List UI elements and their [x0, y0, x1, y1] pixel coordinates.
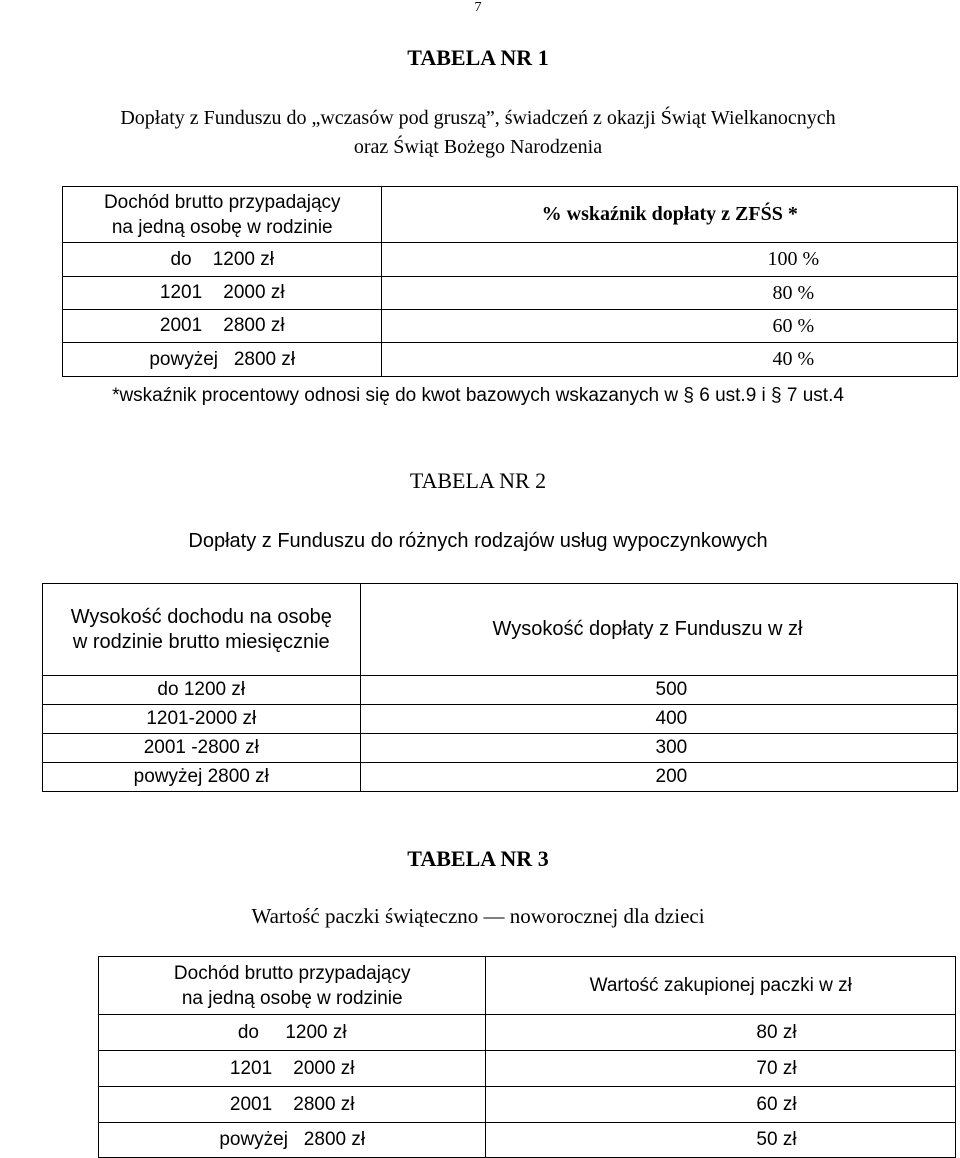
table-row [63, 310, 958, 343]
table-row [63, 277, 958, 310]
table1-income-cell: do 1200 zł [63, 243, 382, 277]
table2-header-row [43, 584, 958, 676]
table1-footnote: *wskaźnik procentowy odnosi się do kwot bazowych wskazanych w § 6 ust.9 i § 7 ust.4 [112, 385, 844, 406]
table3-subtitle: Wartość paczki świąteczno — noworocznej dla dzieci [251, 904, 705, 928]
table2-value-cell: 200 [360, 763, 957, 792]
table-row [99, 1123, 956, 1158]
table3-value-cell: 60 zł [486, 1087, 956, 1123]
table2-value-cell: 400 [360, 705, 957, 734]
table-row [43, 763, 958, 792]
table1-value-cell: 100 % [382, 243, 958, 277]
table1-header-row [63, 187, 958, 243]
table2 [42, 583, 958, 792]
table-row [63, 243, 958, 277]
table2-value-cell: 500 [360, 676, 957, 705]
table2-header-income [43, 584, 361, 676]
table2-header-income-line2: w rodzinie brutto miesięcznie [72, 630, 330, 653]
table-row [63, 343, 958, 377]
table3-value-cell: 80 zł [486, 1015, 956, 1051]
table-row [43, 734, 958, 763]
table2-income-cell: do 1200 zł [43, 676, 361, 705]
table2-subtitle: Dopłaty z Funduszu do różnych rodzajów usług wypoczynkowych [188, 530, 768, 552]
table1-subtitle-line2: oraz Świąt Bożego Narodzenia [353, 136, 603, 158]
table1-value-cell: 60 % [382, 310, 958, 343]
table1-header-percent: % wskaźnik dopłaty z ZFŚS * [382, 187, 958, 243]
table3-header-income [99, 957, 486, 1015]
table2-title: TABELA NR 2 [409, 468, 547, 493]
table1-header-income-line2: na jedną osobę w rodzinie [111, 216, 333, 238]
table2-value-cell: 300 [360, 734, 957, 763]
table1-value-cell: 40 % [382, 343, 958, 377]
table1-value-cell: 80 % [382, 277, 958, 310]
table1-income-cell: 1201 2000 zł [63, 277, 382, 310]
table3-income-cell: 1201 2000 zł [99, 1051, 486, 1087]
table3-title: TABELA NR 3 [407, 846, 549, 871]
table-row [43, 676, 958, 705]
table-row [99, 1051, 956, 1087]
table1-title: TABELA NR 1 [407, 45, 549, 70]
table3-income-cell: do 1200 zł [99, 1015, 486, 1051]
table3-value-cell: 70 zł [486, 1051, 956, 1087]
table3-income-cell: 2001 2800 zł [99, 1087, 486, 1123]
table3-header-row [99, 957, 956, 1015]
table-row [99, 1015, 956, 1051]
page-number: 7 [474, 0, 482, 15]
table3-value-cell: 50 zł [486, 1123, 956, 1158]
table1-header-income [63, 187, 382, 243]
table3-header-income-line2: na jedną osobę w rodzinie [181, 987, 403, 1009]
table1-income-cell: powyżej 2800 zł [63, 343, 382, 377]
table3-income-cell: powyżej 2800 zł [99, 1123, 486, 1158]
table3-header-value: Wartość zakupionej paczki w zł [486, 957, 956, 1015]
table2-income-cell: 2001 -2800 zł [43, 734, 361, 763]
table2-header-amount: Wysokość dopłaty z Funduszu w zł [360, 584, 957, 676]
table1-subtitle [0, 104, 956, 162]
table1-header-income-line1: Dochód brutto przypadający [103, 191, 341, 213]
table2-income-cell: 1201-2000 zł [43, 705, 361, 734]
table-row [43, 705, 958, 734]
table2-income-cell: powyżej 2800 zł [43, 763, 361, 792]
table-row [99, 1087, 956, 1123]
table2-header-income-line1: Wysokość dochodu na osobę [70, 605, 332, 628]
table3 [98, 956, 956, 1158]
table1 [62, 186, 958, 377]
table1-subtitle-line1: Dopłaty z Funduszu do „wczasów pod gruszą”, świadczeń z okazji Świąt Wielkanocnych [120, 107, 836, 129]
table1-income-cell: 2001 2800 zł [63, 310, 382, 343]
table3-header-income-line1: Dochód brutto przypadający [173, 962, 411, 984]
